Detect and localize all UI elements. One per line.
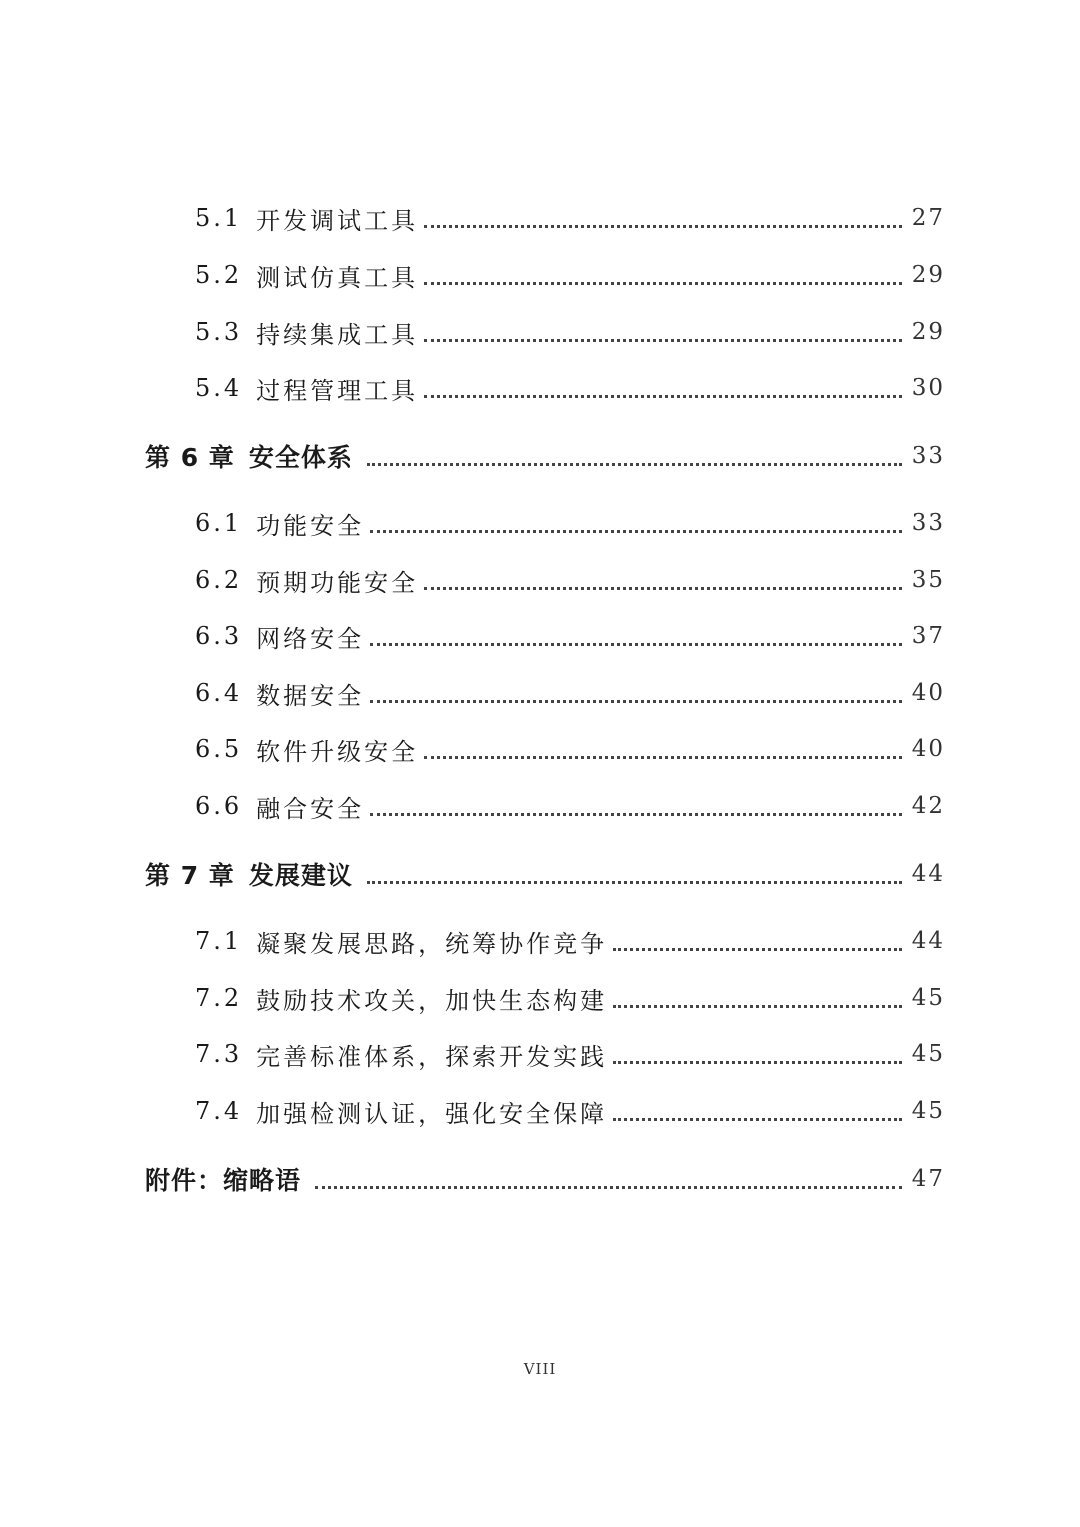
toc-entry-title: 开发调试工具 xyxy=(256,206,419,235)
toc-chapter-number: 第 6 章 xyxy=(145,443,235,472)
toc-entry-7-2[interactable] xyxy=(195,978,945,1018)
dot-leader xyxy=(613,1118,902,1121)
toc-entry-page: 40 xyxy=(911,680,945,706)
toc-entry-number: 6.5 xyxy=(195,735,243,763)
toc-chapter-number: 第 7 章 xyxy=(145,861,235,890)
dot-leader xyxy=(424,756,902,759)
toc-entry-7-3[interactable] xyxy=(195,1034,945,1074)
toc-entry-page: 44 xyxy=(911,928,945,954)
toc-entry-number: 6.6 xyxy=(195,792,243,820)
dot-leader xyxy=(370,530,902,533)
toc-entry-title: 预期功能安全 xyxy=(256,568,419,597)
toc-entry-number: 6.4 xyxy=(195,679,243,707)
toc-entry-6-3[interactable] xyxy=(195,616,945,656)
dot-leader xyxy=(367,463,902,466)
toc-entry-page: 35 xyxy=(911,567,945,593)
toc-entry-7-1[interactable] xyxy=(195,921,945,961)
toc-entry-number: 7.1 xyxy=(195,927,243,955)
toc-chapter-title: 附件：缩略语 xyxy=(145,1166,302,1195)
dot-leader xyxy=(424,395,902,398)
toc-entry-6-5[interactable] xyxy=(195,729,945,769)
dot-leader xyxy=(367,881,902,884)
toc-entry-page: 44 xyxy=(911,861,945,887)
dot-leader xyxy=(315,1186,902,1189)
toc-entry-page: 27 xyxy=(911,205,945,231)
toc-entry-6-2[interactable] xyxy=(195,560,945,600)
toc-entry-number: 5.4 xyxy=(195,374,243,402)
toc-entry-title: 过程管理工具 xyxy=(256,376,419,405)
toc-entry-page: 47 xyxy=(911,1166,945,1192)
dot-leader xyxy=(424,339,902,342)
toc-entry-number: 5.2 xyxy=(195,261,243,289)
toc-entry-title: 凝聚发展思路，统筹协作竞争 xyxy=(256,929,608,958)
toc-entry-number: 7.4 xyxy=(195,1097,243,1125)
toc-entry-number: 5.3 xyxy=(195,318,243,346)
toc-entry-page: 29 xyxy=(911,262,945,288)
toc-entry-page: 45 xyxy=(911,1098,945,1124)
toc-chapter-title: 安全体系 xyxy=(248,443,353,472)
dot-leader xyxy=(424,587,902,590)
toc-entry-number: 7.3 xyxy=(195,1040,243,1068)
page-number-footer: VIII xyxy=(523,1360,557,1378)
toc-entry-5-4[interactable] xyxy=(195,368,945,408)
dot-leader xyxy=(613,1005,902,1008)
toc-entry-title: 软件升级安全 xyxy=(256,737,419,766)
toc-entry-6-4[interactable] xyxy=(195,673,945,713)
dot-leader xyxy=(613,948,902,951)
dot-leader xyxy=(370,813,902,816)
toc-entry-5-2[interactable] xyxy=(195,255,945,295)
toc-entry-title: 融合安全 xyxy=(256,794,365,823)
toc-entry-page: 45 xyxy=(911,1041,945,1067)
toc-entry-5-1[interactable] xyxy=(195,198,945,238)
toc-entry-6-1[interactable] xyxy=(195,503,945,543)
toc-entry-number: 6.1 xyxy=(195,509,243,537)
toc-entry-number: 6.2 xyxy=(195,566,243,594)
toc-chapter-title: 发展建议 xyxy=(248,861,353,890)
toc-entry-title: 网络安全 xyxy=(256,624,365,653)
toc-entry-page: 37 xyxy=(911,623,945,649)
toc-entry-page: 29 xyxy=(911,319,945,345)
toc-chapter-7[interactable] xyxy=(145,854,945,894)
dot-leader xyxy=(424,225,902,228)
toc-entry-title: 持续集成工具 xyxy=(256,320,419,349)
toc-entry-6-6[interactable] xyxy=(195,786,945,826)
toc-appendix-abbreviations[interactable] xyxy=(145,1159,945,1199)
toc-entry-5-3[interactable] xyxy=(195,312,945,352)
toc-entry-title: 鼓励技术攻关，加快生态构建 xyxy=(256,986,608,1015)
toc-chapter-6[interactable] xyxy=(145,436,945,476)
toc-entry-title: 数据安全 xyxy=(256,681,365,710)
toc-entry-number: 5.1 xyxy=(195,204,243,232)
toc-entry-7-4[interactable] xyxy=(195,1091,945,1131)
toc-entry-page: 42 xyxy=(911,793,945,819)
toc-entry-page: 40 xyxy=(911,736,945,762)
toc-entry-page: 33 xyxy=(911,443,945,469)
toc-entry-number: 7.2 xyxy=(195,984,243,1012)
dot-leader xyxy=(370,643,902,646)
dot-leader xyxy=(424,282,902,285)
toc-entry-number: 6.3 xyxy=(195,622,243,650)
toc-entry-title: 测试仿真工具 xyxy=(256,263,419,292)
toc-entry-title: 完善标准体系，探索开发实践 xyxy=(256,1042,608,1071)
toc-entry-page: 33 xyxy=(911,510,945,536)
toc-entry-title: 加强检测认证，强化安全保障 xyxy=(256,1099,608,1128)
dot-leader xyxy=(370,700,902,703)
dot-leader xyxy=(613,1061,902,1064)
toc-entry-title: 功能安全 xyxy=(256,511,365,540)
toc-entry-page: 45 xyxy=(911,985,945,1011)
toc-entry-page: 30 xyxy=(911,375,945,401)
